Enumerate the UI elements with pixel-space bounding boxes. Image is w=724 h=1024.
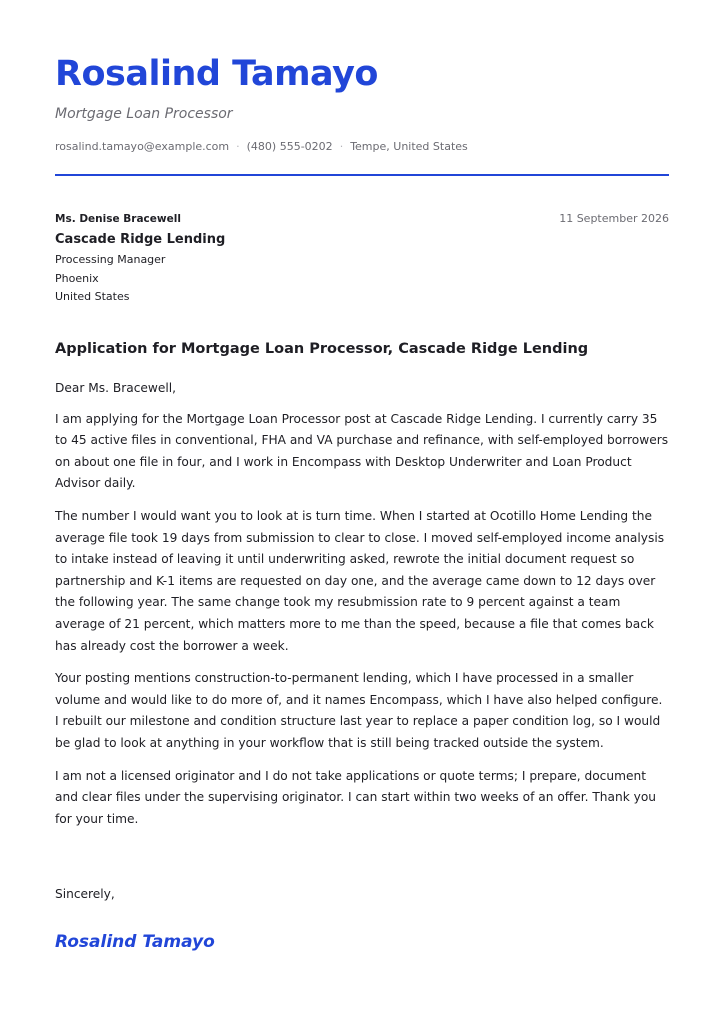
signature: Rosalind Tamayo (55, 932, 215, 952)
body-paragraph: I am applying for the Mortgage Loan Processor post at Cascade Ridge Lending. I currently carry 35 to 45 active files in conventional, FHA and VA purchase and refinance, with self-employed borrowers on about one file in four, and I work in Encompass with Desktop Underwriter and Loan Product Advisor daily. (55, 411, 669, 491)
applicant-role: Mortgage Loan Processor (55, 106, 233, 122)
recipient-company: Cascade Ridge Lending (55, 232, 226, 247)
letter-date: 11 September 2026 (559, 212, 669, 225)
recipient-block (55, 211, 455, 307)
body-paragraph: The number I would want you to look at is turn time. When I started at Ocotillo Home Lending the average file took 19 days from submission to clear to close. I moved self-employed income analysis to intake instead of leaving it until underwriting asked, rewrote the initial document request so partnership and K-1 items are requested on day one, and the average came down to 12 days over the following year. The same change took my resubmission rate to 9 percent against a team average of 21 percent, which matters more to me than the speed, because a file that comes back has already cost the borrower a week. (55, 508, 665, 653)
header-divider (55, 174, 669, 176)
recipient-title: Processing Manager (55, 253, 166, 266)
cover-letter (55, 0, 669, 1024)
contact-email: rosalind.tamayo@example.com (55, 140, 230, 153)
recipient-country: United States (55, 290, 130, 303)
body-paragraph: Your posting mentions construction-to-permanent lending, which I have processed in a smaller volume and would like to do more of, and it names Encompass, which I have also helped configure. I rebuilt our milestone and condition structure last year to replace a paper condition log, so I would be glad to look at anything in your workflow that is still being tracked outside the system. (55, 671, 663, 750)
letter-subject: Application for Mortgage Loan Processor, Cascade Ridge Lending (55, 341, 589, 357)
recipient-city: Phoenix (55, 271, 99, 285)
contact-phone: (480) 555-0202 (246, 140, 333, 153)
body-paragraph: I am not a licensed originator and I do not take applications or quote terms; I prepare, document and clear files under the supervising originator. I can start within two weeks of an offer. Thank you for your time. (55, 768, 657, 826)
closing: Sincerely, (55, 887, 115, 901)
contact-separator: · (236, 140, 240, 153)
letter-body (55, 378, 669, 841)
contact-location: Tempe, United States (350, 140, 468, 153)
salutation: Dear Ms. Bracewell, (55, 381, 177, 395)
applicant-name: Rosalind Tamayo (55, 54, 378, 94)
recipient-name: Ms. Denise Bracewell (55, 213, 181, 225)
contact-line (55, 140, 468, 154)
contact-separator: · (339, 140, 344, 153)
